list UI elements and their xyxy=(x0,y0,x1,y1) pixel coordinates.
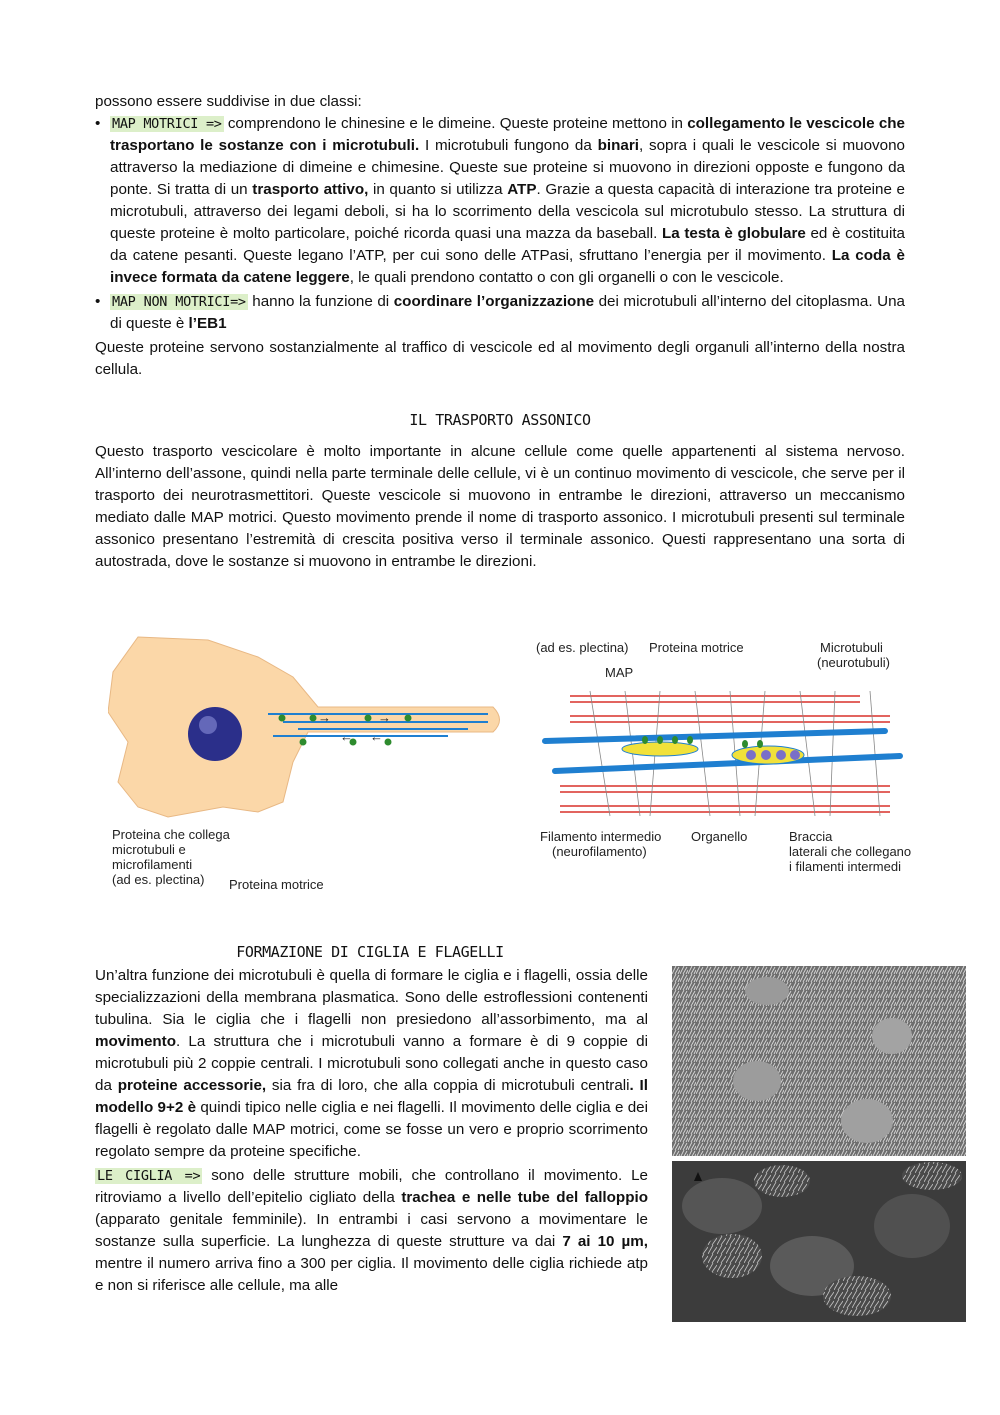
text-span: comprendono le chinesine e le dimeine. Queste proteine mettono in xyxy=(223,115,688,132)
intro-paragraph: possono essere suddivise in due classi: xyxy=(95,93,362,110)
text-span: sono delle strutture mobili, che controllano il movimento. Le ritroviamo a livello dell’epitelio cigliato della xyxy=(95,1167,649,1206)
bold-span: La testa è globulare xyxy=(661,225,806,242)
map-motrici-tag: MAP MOTRICI => xyxy=(112,116,222,132)
vesicle xyxy=(405,715,412,722)
bold-span: ATP xyxy=(507,181,537,198)
ciglia-paragraph-2 xyxy=(95,1165,648,1297)
summary-paragraph: Queste proteine servono sostanzialmente al traffico di vescicole ed al movimento degli organuli all’interno della nostra cellula. xyxy=(95,339,905,378)
nucleus xyxy=(188,707,242,761)
text-span: sia fra di loro, che alla coppia di microtubuli centrali xyxy=(266,1077,630,1094)
bridge-line xyxy=(590,691,610,816)
heading-trasporto-assonico: IL TRASPORTO ASSONICO xyxy=(409,411,591,429)
label-filament-1: Filamento intermedio xyxy=(540,829,662,844)
cilia-tuft xyxy=(702,1234,762,1278)
ciglia-paragraph-1 xyxy=(95,965,648,1163)
cell-surface xyxy=(745,977,789,1005)
vesicle xyxy=(790,750,800,760)
arrow-icon: → xyxy=(318,710,331,725)
motor-protein xyxy=(672,736,678,744)
bold-span: l’EB1 xyxy=(188,315,227,332)
text-span: dei microtubuli all’interno del citoplasma. Una di queste è xyxy=(110,293,905,332)
arrow-icon: ← xyxy=(340,729,353,744)
cell-surface xyxy=(872,1018,912,1054)
bold-span: 7 ai 10 µm, xyxy=(562,1233,649,1250)
cell-surface xyxy=(874,1194,950,1258)
vesicle xyxy=(776,750,786,760)
bullet-map-non-motrici xyxy=(95,291,905,335)
vesicle xyxy=(385,739,392,746)
ciglia-text-column xyxy=(95,965,648,1297)
nucleus-highlight xyxy=(199,716,217,734)
organelle xyxy=(622,742,698,756)
label-filament-2: (neurofilamento) xyxy=(552,844,647,859)
text-span: I microtubuli fungono da xyxy=(419,137,598,154)
bold-span: coordinare l’organizzazione xyxy=(393,293,595,310)
cell-surface xyxy=(733,1061,781,1101)
bold-span: . Il modello 9+2 è xyxy=(95,1077,648,1116)
label-braccia-2: laterali che collegano xyxy=(789,844,912,859)
text-span: , le quali prendono contatto o con gli organelli o con le vescicole. xyxy=(349,269,784,286)
bridge-line xyxy=(870,691,880,816)
text-span: . Grazie a questa capacità di interazione tra proteine e microtubuli, attraverso dei legami deboli, si ha lo scorrimento della vescicola sul microtubulo stesso. La struttura di queste proteine è molto particolare, poiché ricorda quasi una mazza da baseball. xyxy=(110,181,905,242)
text-span: mentre il numero arriva fino a 300 per ciglia. Il movimento delle ciglia richiede atp e non si riferisce alle cellule, ma alle xyxy=(95,1255,648,1294)
bold-span: collegamento le vescicole che trasportano le sostanze con i microtubuli. xyxy=(110,115,905,154)
text-span: hanno la funzione di xyxy=(247,293,394,310)
label-organello: Organello xyxy=(691,829,748,844)
text-span: in quanto si utilizza xyxy=(368,181,508,198)
label-link-2: microtubuli e xyxy=(112,842,186,857)
cilia-micrograph xyxy=(672,966,966,1322)
cell-surface xyxy=(841,1099,893,1143)
vesicle xyxy=(761,750,771,760)
label-plectina: (ad es. plectina) xyxy=(536,640,629,655)
micrograph-top xyxy=(672,966,966,1156)
bold-span: movimento xyxy=(95,1033,177,1050)
label-motor-left: Proteina motrice xyxy=(229,877,324,892)
label-micro-1: Microtubuli xyxy=(820,640,883,655)
le-ciglia-tag: LE CIGLIA => xyxy=(97,1168,201,1184)
vesicle xyxy=(279,715,286,722)
label-braccia-3: i filamenti intermedi xyxy=(789,859,901,874)
label-link-3: microfilamenti xyxy=(112,857,193,872)
top-text-block xyxy=(95,91,905,381)
motor-protein xyxy=(657,736,663,744)
microtubule xyxy=(545,731,885,741)
bold-span: binari xyxy=(597,137,639,154)
text-span: ed è costituita da catene pesanti. Queste legano l’ATP, per cui sono delle ATPasi, sfruttano l’energia per il movimento. xyxy=(110,225,906,264)
heading-ciglia-flagelli: FORMAZIONE DI CIGLIA E FLAGELLI xyxy=(236,943,504,961)
neurofilaments xyxy=(560,696,890,812)
axon-detail-diagram xyxy=(530,636,920,881)
motor-protein xyxy=(642,736,648,744)
bold-span: trachea e nelle tube del falloppio xyxy=(401,1189,648,1206)
label-link-1: Proteina che collega xyxy=(112,827,230,842)
cell-surface xyxy=(682,1178,762,1234)
bold-span: trasporto attivo, xyxy=(252,181,369,198)
motor-protein xyxy=(687,736,693,744)
arrow-icon: ← xyxy=(370,729,383,744)
arrow-icon: → xyxy=(378,710,391,725)
vesicle xyxy=(310,715,317,722)
micrograph-divider xyxy=(672,1156,966,1161)
label-map: MAP xyxy=(605,665,634,680)
label-link-4: (ad es. plectina) xyxy=(112,872,205,887)
label-micro-2: (neurotubuli) xyxy=(817,655,890,670)
text-span: . La struttura che i microtubuli vanno a formare è di 9 coppie di microtubuli più 2 coppie centrali. I microtubuli sono collegati anche in questo caso da xyxy=(95,1033,648,1094)
cilia-tuft xyxy=(823,1276,891,1316)
text-span: quindi tipico nelle ciglia e nei flagelli. Il movimento delle ciglia e dei flagelli è regolato dalle MAP motrici, come se fosse un vero e proprio scorrimento regolato sempre da proteine specifiche. xyxy=(95,1099,648,1160)
text-span: Un’altra funzione dei microtubuli è quella di formare le ciglia e i flagelli, ossia delle specializzazioni della membrana plasmatica. Sono delle estroflessioni contenenti tubulina. Sia le ciglia che i flagelli non presiedono all’assorbimento, ma al xyxy=(95,967,648,1028)
label-motor-right: Proteina motrice xyxy=(649,640,744,655)
label-braccia-1: Braccia xyxy=(789,829,833,844)
motor-protein xyxy=(757,740,763,748)
neuron-diagram xyxy=(108,632,508,902)
bridge-line xyxy=(830,691,835,816)
vesicle xyxy=(365,715,372,722)
vesicle xyxy=(746,750,756,760)
cilia-tuft xyxy=(902,1162,962,1190)
microtubule xyxy=(555,756,900,771)
vesicle xyxy=(300,739,307,746)
bridge-line xyxy=(695,691,710,816)
cilia-tuft xyxy=(754,1165,810,1197)
text-span: (apparato genitale femminile). In entrambi i casi servono a movimentare le sostanze sulla superficie. La lunghezza di queste strutture va dai xyxy=(95,1211,648,1250)
map-non-motrici-tag: MAP NON MOTRICI=> xyxy=(112,294,246,310)
bold-span: proteine accessorie, xyxy=(117,1077,267,1094)
text-span: , sopra i quali le vescicole si muovono attraverso la mediazione di dimeine e chimesine. Queste sue proteine si muovono in direzioni opposte e fungono da ponte. Si tratta di un xyxy=(110,137,905,198)
motor-protein xyxy=(742,740,748,748)
trasporto-paragraph: Questo trasporto vescicolare è molto importante in alcune cellule come quelle appartenenti al sistema nervoso. All’interno dell’assone, quindi nella parte terminale delle cellule, vi è un continuo movimento di vescicole, che serve per il trasporto dei neurotrasmettitori. Queste vescicole si muovono in entrambe le direzioni, attraverso un meccanismo mediato dalle MAP motrici. Questo movimento prende il nome di trasporto assonico. I microtubuli presenti sul terminale assonico presentano l’estremità di crescita positiva verso il terminale assonico. Questi rappresentano una sorta di autostrada, dove le sostanze si muovono in entrambe le direzioni. xyxy=(95,443,905,570)
bullet-map-motrici xyxy=(95,113,905,289)
bold-span: La coda è invece formata da catene leggere xyxy=(110,247,905,286)
cell-body xyxy=(108,637,500,817)
